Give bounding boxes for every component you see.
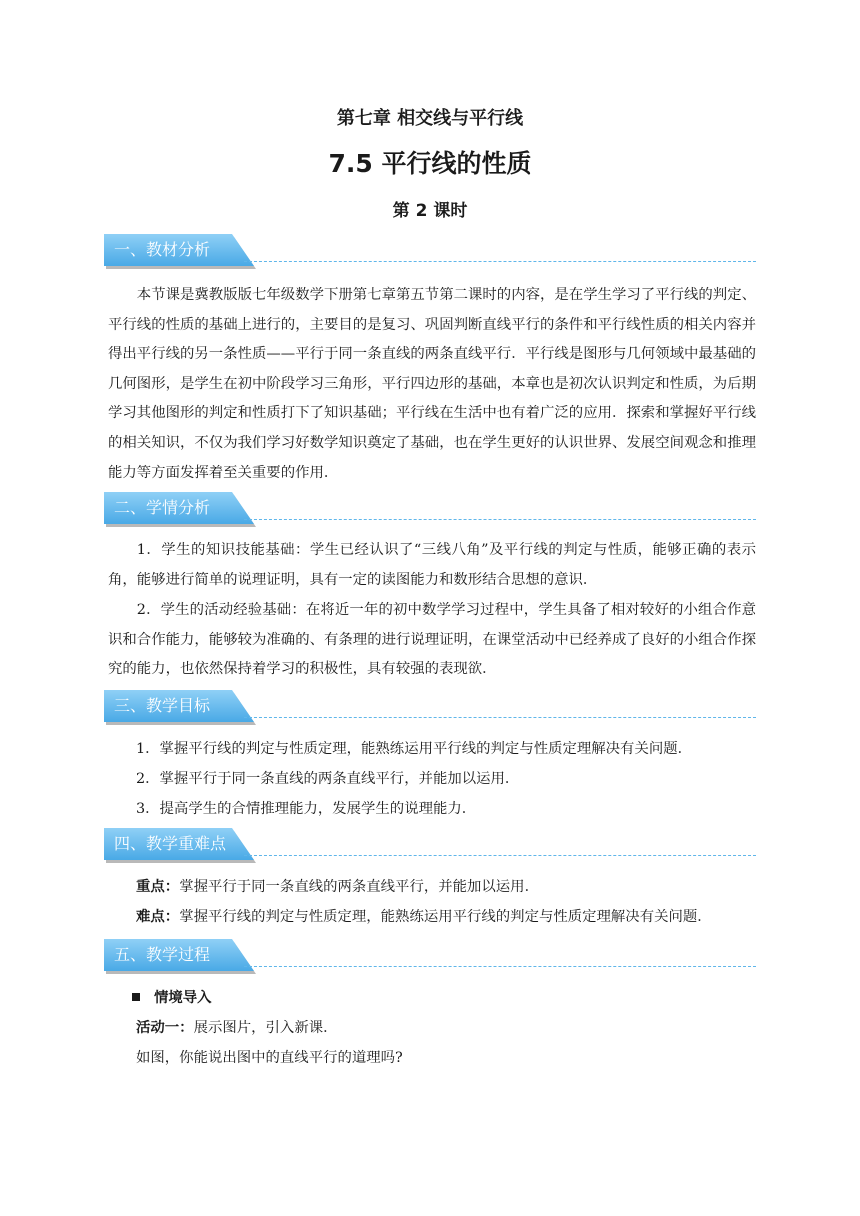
section-heading-label: 一、教材分析 (114, 240, 211, 259)
material-analysis-text: 本节课是冀教版版七年级数学下册第七章第五节第二课时的内容，是在学生学习了平行线的判定、平行线的性质的基础上进行的，主要目的是复习、巩固判断直线平行的条件和平行线性质的相关内容并得出平行线的另一条性质——平行于同一条直线的两条直线平行．平行线是图形与几何领域中最基础的几何图形，是学生在初中阶段学习三角形，平行四边形的基础，本章也是初次认识判定和性质，为后期学习其他图形的判定和性质打下了知识基础；平行线在生活中也有着广泛的应用．探索和掌握好平行线的相关知识，不仅为我们学习好数学知识奠定了基础，也在学生更好的认识世界、发展空间观念和推理能力等方面发挥着至关重要的作用． (108, 287, 756, 481)
chapter-title: 第七章 相交线与平行线 (336, 108, 524, 129)
section-heading-1 (104, 234, 756, 268)
difficult-point-text: 掌握平行线的判定与性质定理，能熟练运用平行线的判定与性质定理解决有关问题． (179, 909, 712, 925)
heading-dashed-line (244, 855, 756, 856)
section-heading-label: 五、教学过程 (114, 945, 211, 964)
section-heading-3 (104, 690, 756, 724)
key-point-text: 掌握平行于同一条直线的两条直线平行，并能加以运用． (179, 879, 539, 895)
activity-line (136, 1016, 788, 1040)
square-bullet-icon (132, 993, 140, 1001)
process-subheading-text: 情境导入 (154, 989, 212, 1006)
section-heading-label: 二、学情分析 (114, 498, 211, 517)
section-heading-2 (104, 492, 756, 526)
student-analysis-item-2: 2．学生的活动经验基础：在将近一年的初中数学学习过程中，学生具备了相对较好的小组合作意识和合作能力，能够较为准确的、有条理的进行说理证明，在课堂活动中已经养成了良好的小组合作探究的能力，也依然保持着学习的积极性，具有较强的表现欲． (108, 602, 756, 678)
lesson-title: 7.5 平行线的性质 (328, 149, 532, 178)
section-heading-5 (104, 939, 756, 973)
objective-item-1: 1．掌握平行线的判定与性质定理，能熟练运用平行线的判定与性质定理解决有关问题． (136, 741, 693, 757)
objective-item-3: 3．提高学生的合情推理能力，发展学生的说理能力． (136, 801, 477, 817)
process-subheading (108, 986, 760, 1010)
key-point (136, 875, 788, 899)
student-analysis-item-1: 1．学生的知识技能基础：学生已经认识了“三线八角”及平行线的判定与性质，能够正确的表示角，能够进行简单的说理证明，具有一定的读图能力和数形结合思想的意识． (108, 542, 756, 588)
heading-dashed-line (244, 717, 756, 718)
heading-dashed-line (244, 519, 756, 520)
key-point-label: 重点： (136, 878, 180, 895)
difficult-point (136, 905, 788, 929)
objective-item-2: 2．掌握平行于同一条直线的两条直线平行，并能加以运用． (136, 771, 520, 787)
activity-label: 活动一： (136, 1019, 194, 1036)
heading-dashed-line (244, 966, 756, 967)
section-heading-label: 四、教学重难点 (114, 834, 227, 853)
section-heading-label: 三、教学目标 (114, 696, 211, 715)
lesson-period: 第 2 课时 (392, 201, 468, 221)
heading-dashed-line (244, 261, 756, 262)
activity-text: 展示图片，引入新课． (193, 1020, 338, 1036)
difficult-point-label: 难点： (136, 908, 180, 925)
intro-question: 如图，你能说出图中的直线平行的道理吗? (136, 1050, 403, 1066)
section-heading-4 (104, 828, 756, 862)
